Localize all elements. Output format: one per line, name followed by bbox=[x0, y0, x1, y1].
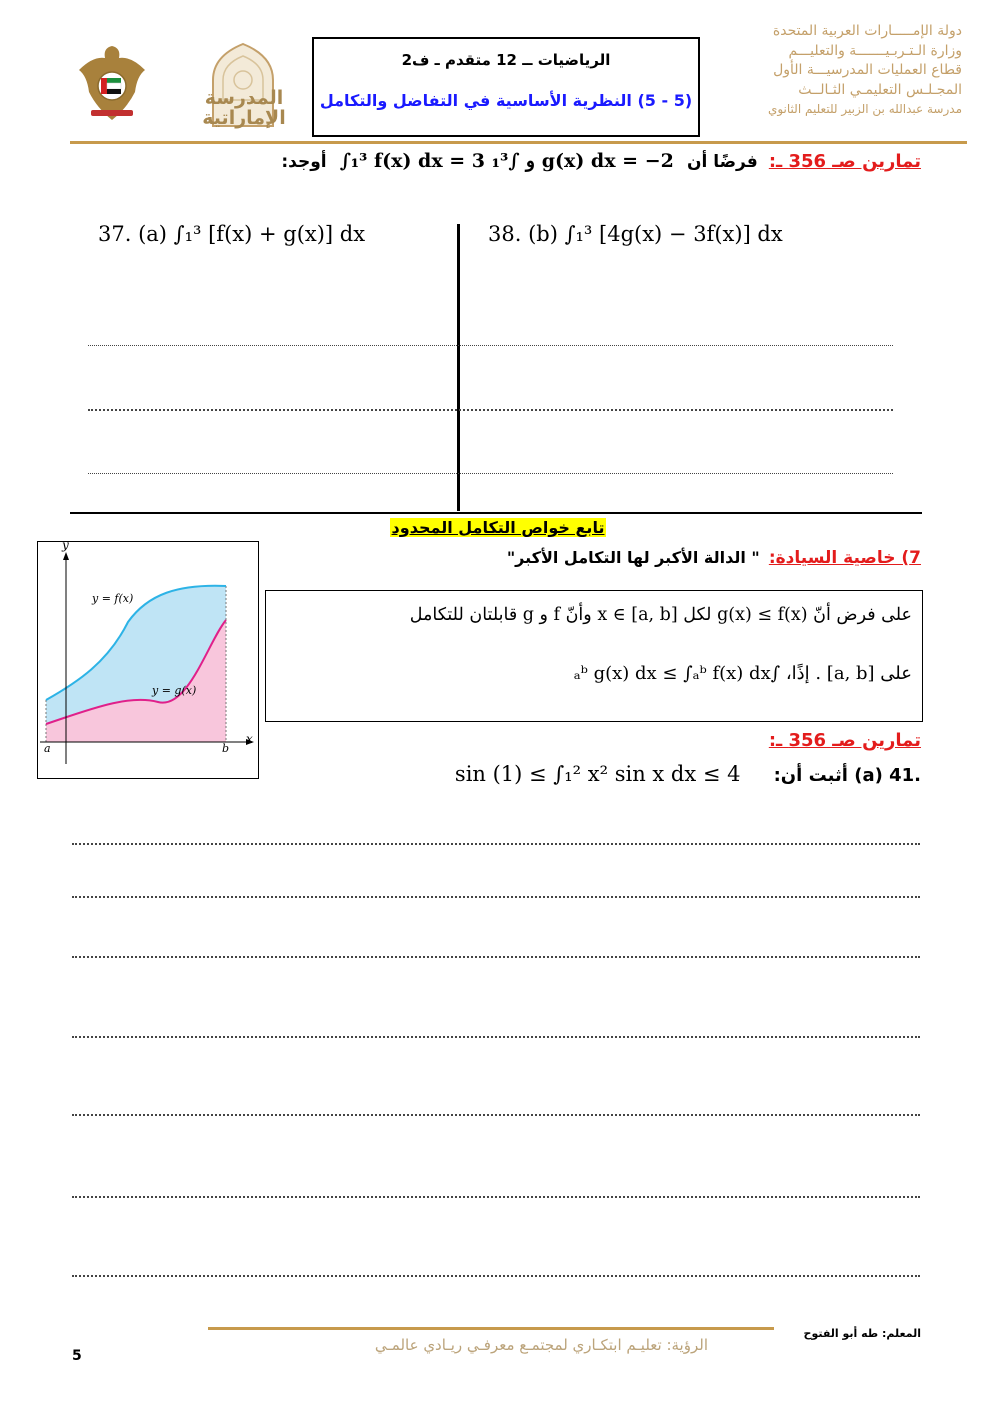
uae-emblem bbox=[75, 42, 149, 124]
given-prefix: فرضًا أن bbox=[686, 152, 758, 172]
course-title: الرياضيات ــ 12 متقدم ـ ف2 bbox=[401, 51, 611, 69]
f-curve-label: y = f(x) bbox=[92, 592, 134, 605]
exercise-37: 37. (a) ∫₁³ [f(x) + g(x)] dx bbox=[98, 222, 366, 246]
exercise-41 bbox=[401, 762, 921, 786]
answer-line bbox=[72, 1196, 920, 1198]
y-axis-label: y bbox=[62, 538, 69, 552]
b-tick-label: b bbox=[222, 742, 230, 755]
given-math: ∫₁³ f(x) dx = 3 و ∫₁³ g(x) dx = −2 bbox=[339, 150, 674, 172]
properties-heading-wrap bbox=[375, 518, 621, 537]
answer-line bbox=[88, 409, 893, 411]
lesson-title: (5 - 5) النظرية الأساسية في التفاضل والتكامل bbox=[319, 91, 693, 110]
title-box bbox=[312, 37, 700, 137]
dominance-graph bbox=[37, 538, 259, 779]
answer-line bbox=[72, 896, 920, 898]
vision-text: الرؤية: تعليـم ابتكـاري لمجتمـع معرفـي ريـادي عالمـي bbox=[374, 1336, 708, 1354]
teacher-name: المعلم: طه أبو الفتوح bbox=[803, 1327, 921, 1340]
property-statement-line2: على [a, b] . إذًا، ∫ₐᵇ g(x) dx ≤ ∫ₐᵇ f(x) dx bbox=[573, 663, 912, 684]
school-logo-text: المدرسة الإماراتية bbox=[202, 87, 286, 129]
ministry-header bbox=[707, 22, 962, 120]
exercise-41-math: sin (1) ≤ ∫₁² x² sin x dx ≤ 4 bbox=[454, 762, 741, 786]
ministry-line: مدرسة عبدالله بن الزبير للتعليم الثانوي bbox=[767, 102, 962, 116]
x-axis-label: x bbox=[246, 732, 253, 746]
answer-line bbox=[88, 345, 893, 346]
answer-line bbox=[72, 1114, 920, 1116]
dominance-property-title: 7) خاصية السيادة: bbox=[768, 548, 921, 568]
page-number: 5 bbox=[72, 1348, 82, 1364]
answer-line bbox=[72, 956, 920, 958]
section1-heading-row bbox=[61, 150, 921, 190]
ministry-line: وزارة الـتـربـيـــــــة والتعليـــم bbox=[788, 42, 962, 59]
dominance-property-row bbox=[281, 548, 921, 568]
school-logo bbox=[185, 40, 301, 128]
header-divider bbox=[70, 141, 967, 144]
falcon-emblem-icon bbox=[75, 42, 149, 124]
dominance-property-box bbox=[265, 590, 923, 722]
properties-heading: تابع خواص التكامل المحدود bbox=[391, 518, 605, 537]
ministry-line: قطاع العمليات المدرسيـــة الأول bbox=[773, 62, 962, 78]
exercise-38: 38. (b) ∫₁³ [4g(x) − 3f(x)] dx bbox=[488, 222, 783, 246]
a-tick-label: a bbox=[44, 742, 51, 755]
section3-heading-row bbox=[621, 730, 921, 751]
property-statement-line1: على فرض أنّ g(x) ≤ f(x) لكل x ∈ [a, b] وأنّ f و g قابلتان للتكامل bbox=[409, 605, 912, 625]
footer-divider bbox=[208, 1327, 774, 1330]
column-divider bbox=[457, 224, 460, 511]
answer-line bbox=[88, 473, 893, 474]
given-suffix: أوجد: bbox=[281, 152, 327, 172]
g-curve-label: y = g(x) bbox=[152, 684, 197, 697]
dominance-property-quote: " الدالة الأكبر لها التكامل الأكبر" bbox=[506, 548, 760, 567]
exercises-heading-2: تمارين صـ 356 ـ: bbox=[768, 730, 921, 751]
exercises-heading: تمارين صـ 356 ـ: bbox=[768, 151, 921, 172]
answer-line bbox=[72, 843, 920, 845]
answer-line bbox=[72, 1036, 920, 1038]
ministry-line: دولة الإمـــــارات العربية المتحدة bbox=[772, 23, 962, 39]
section-divider bbox=[70, 512, 922, 514]
ministry-line: المجـلـس التعليمـي الثـالــث bbox=[798, 81, 962, 98]
answer-line bbox=[72, 1275, 920, 1277]
exercise-41-label: .41 (a) أثبت أن: bbox=[773, 765, 921, 786]
